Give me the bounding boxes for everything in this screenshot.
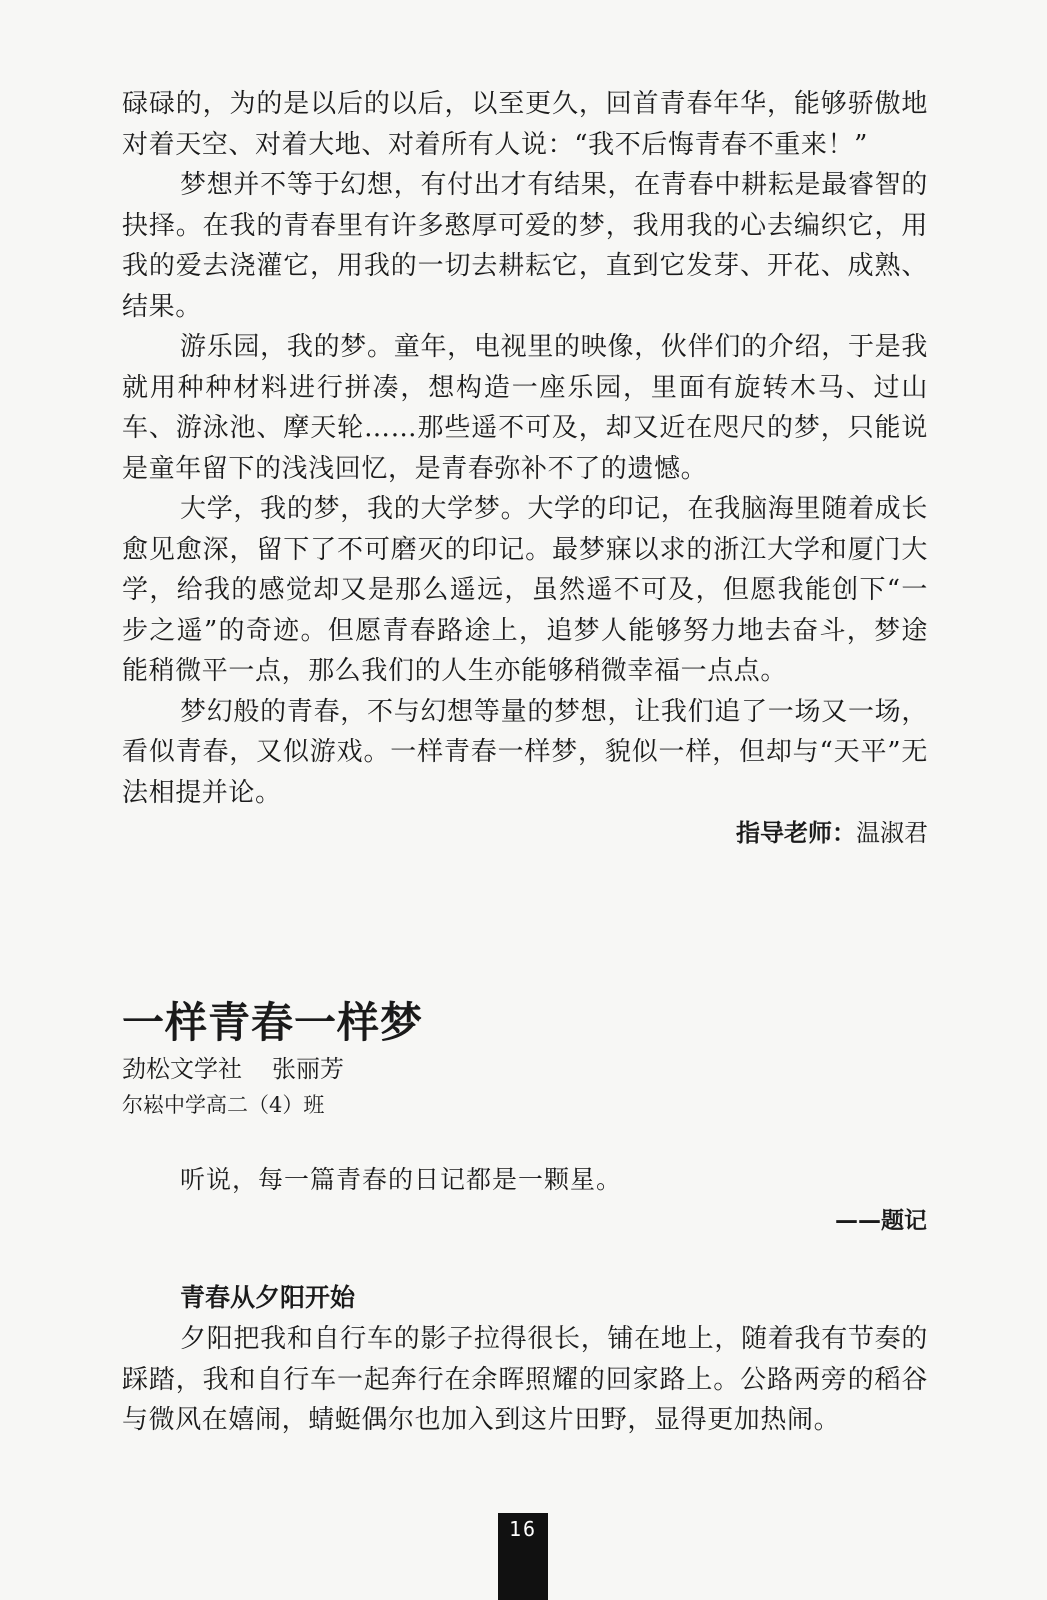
advisor-name: 温淑君 [856, 819, 928, 847]
body-paragraph: 游乐园，我的梦。童年，电视里的映像，伙伴们的介绍，于是我就用种种材料进行拼凑，想构造一座乐园，里面有旋转木马、过山车、游泳池、摩天轮……那些遥不可及，却又近在咫尺的梦，只能说是童年留下的浅浅回忆，是青春弥补不了的遗憾。 [122, 332, 928, 484]
section-body [122, 1319, 928, 1441]
page-number: 16 [498, 1513, 548, 1600]
epigraph: 听说，每一篇青春的日记都是一颗星。 [180, 1165, 623, 1194]
author-name: 张丽芳 [272, 1055, 344, 1083]
article-title: 一样青春一样梦 [122, 998, 424, 1047]
section-heading: 青春从夕阳开始 [180, 1283, 356, 1312]
advisor-label: 指导老师： [736, 819, 856, 847]
club-name: 劲松文学社 [122, 1055, 242, 1083]
body-paragraph: 碌碌的，为的是以后的以后，以至更久，回首青春年华，能够骄傲地对着天空、对着大地、对着所有人说：“我不后悔青春不重来！” [122, 89, 928, 160]
body-paragraph: 梦幻般的青春，不与幻想等量的梦想，让我们追了一场又一场，看似青春，又似游戏。一样青春一样梦，貌似一样，但却与“天平”无法相提并论。 [122, 696, 928, 808]
advisor-credit [122, 813, 928, 853]
body-paragraph: 夕阳把我和自行车的影子拉得很长，铺在地上，随着我有节奏的踩踏，我和自行车一起奔行在余晖照耀的回家路上。公路两旁的稻谷与微风在嬉闹，蜻蜓偶尔也加入到这片田野，显得更加热闹。 [122, 1324, 928, 1435]
body-paragraph: 大学，我的梦，我的大学梦。大学的印记，在我脑海里随着成长愈见愈深，留下了不可磨灭的印记。最梦寐以求的浙江大学和厦门大学，给我的感觉却又是那么遥远，虽然遥不可及，但愿我能创下“一步之遥”的奇迹。但愿青春路途上，追梦人能够努力地去奋斗，梦途能稍微平一点，那么我们的人生亦能够稍微幸福一点点。 [122, 494, 928, 686]
body-paragraph: 梦想并不等于幻想，有付出才有结果，在青春中耕耘是最睿智的抉择。在我的青春里有许多憨厚可爱的梦，我用我的心去编织它，用我的爱去浇灌它，用我的一切去耕耘它，直到它发芽、开花、成熟、结果。 [122, 170, 928, 322]
school-class: 尔崧中学高二（4）班 [122, 1093, 325, 1117]
previous-article-ending [122, 84, 928, 853]
epigraph-signature: ——题记 [835, 1208, 927, 1234]
byline [122, 1052, 344, 1086]
